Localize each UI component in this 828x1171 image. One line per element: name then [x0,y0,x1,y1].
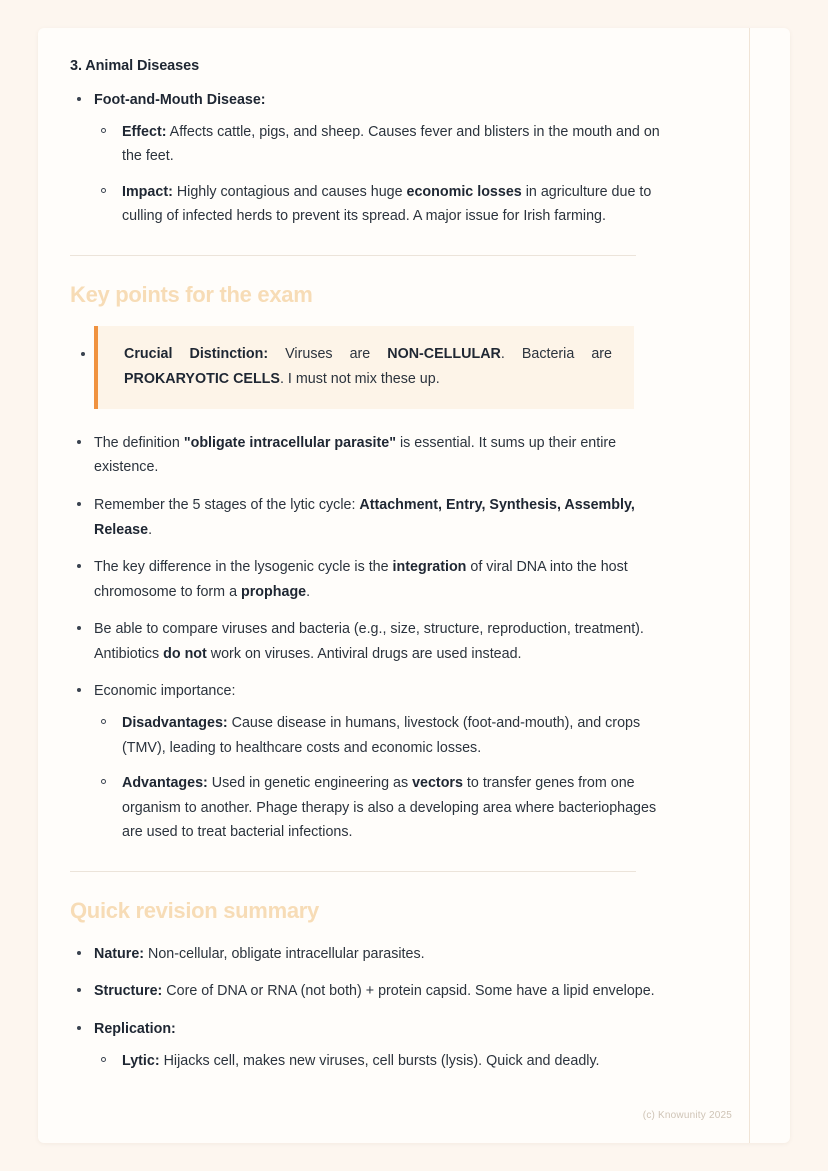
document-sheet [38,28,790,1143]
key-point-text: of viral DNA into the host chromosome to form a [94,559,628,600]
animal-diseases-list [70,88,670,229]
heading-quick-revision: Quick revision summary [70,897,319,923]
callout-bold-2: PROKARYOTIC CELLS [124,371,280,388]
advantages-text-2: to transfer genes from one organism to another. Phage therapy is also a developing area where bacteriophages are used to treat bacterial infections. [122,775,657,841]
section-heading-animal-diseases: 3. Animal Diseases [70,58,200,74]
nature-label: Nature: [94,945,145,962]
list-item-nature [70,942,670,967]
impact-bold: economic losses [406,183,522,200]
structure-label: Structure: [94,983,163,1000]
watermark: (c) Knowunity 2025 [642,1110,732,1121]
callout-text [124,342,612,393]
key-point-text: Be able to compare viruses and bacteria (e.g., size, structure, reproduction, treatment). Antibiotics [94,621,644,662]
key-point-emphasis: integration [392,559,467,576]
key-point-text: The definition [94,434,184,451]
heading-key-points: Key points for the exam [70,281,313,307]
key-point-emphasis: Attachment, Entry, Synthesis, Assembly, Release [94,496,635,538]
list-item-foot-and-mouth [70,88,670,229]
page-edge-divider [749,28,750,1143]
list-item-replication [70,1017,670,1073]
list-item-effect [94,120,670,169]
impact-label: Impact: [122,183,173,200]
list-item-structure [70,979,670,1004]
key-points-list [70,431,670,845]
effect-text: Affects cattle, pigs, and sheep. Causes fever and blisters in the mouth and on the feet. [122,123,660,165]
list-item-key-point [70,555,670,604]
lytic-label: Lytic: [122,1052,160,1069]
document-content [70,42,670,1086]
list-item-disadvantages [94,711,670,760]
callout-text-3: . I must not mix these up. [279,371,440,388]
key-point-text: . [148,521,153,538]
callout-bold-1: NON-CELLULAR [387,345,501,362]
key-point-emphasis: do not [163,645,207,662]
list-item-key-point [70,431,670,480]
key-point-emphasis: "obligate intracellular parasite" [183,434,397,451]
list-item-advantages [94,771,670,845]
key-point-emphasis: prophage [241,583,307,600]
divider-1 [70,255,636,256]
advantages-label: Advantages: [122,775,208,792]
nature-text: Non-cellular, obligate intracellular parasites. [144,945,425,962]
replication-sublist [94,1049,670,1074]
economic-importance-sublist [94,711,670,845]
list-item-impact [94,180,670,229]
foot-and-mouth-sublist [94,120,670,229]
key-point-text: Remember the 5 stages of the lytic cycle: [94,496,360,513]
callout-bullet-icon [81,352,85,356]
advantages-bold: vectors [412,775,463,792]
list-item-economic-importance [70,679,670,844]
impact-text-1: Highly contagious and causes huge [172,183,407,200]
quick-revision-list [70,942,670,1073]
key-point-text: work on viruses. Antiviral drugs are used instead. [206,645,522,662]
disadvantages-text: Cause disease in humans, livestock (foot-and-mouth), and crops (TMV), leading to healthcare costs and economic losses. [122,714,641,756]
callout-crucial-distinction [94,326,634,409]
impact-text-2: in agriculture due to culling of infected herds to prevent its spread. A major issue for Irish farming. [122,183,652,225]
structure-text: Core of DNA or RNA (not both) + protein capsid. Some have a lipid envelope. [162,983,655,1000]
advantages-text-1: Used in genetic engineering as [207,775,413,792]
foot-and-mouth-title: Foot-and-Mouth Disease: [94,92,266,108]
effect-label: Effect: [122,123,167,140]
list-item-lytic [94,1049,670,1074]
list-item-key-point [70,493,670,542]
callout-text-1: Viruses are [268,345,388,362]
replication-label: Replication: [94,1021,176,1038]
key-point-text: is essential. It sums up their entire existence. [94,434,617,476]
list-item-key-point [70,617,670,666]
key-point-text: . [306,583,311,600]
callout-text-2: . Bacteria are [500,345,612,362]
economic-importance-title: Economic importance: [94,683,236,700]
disadvantages-label: Disadvantages: [122,714,228,731]
callout-wrapper [70,326,670,409]
key-point-text: The key difference in the lysogenic cycle is the [94,559,393,576]
lytic-text: Hijacks cell, makes new viruses, cell bursts (lysis). Quick and deadly. [159,1052,600,1069]
divider-2 [70,871,636,872]
callout-label: Crucial Distinction: [124,345,269,362]
